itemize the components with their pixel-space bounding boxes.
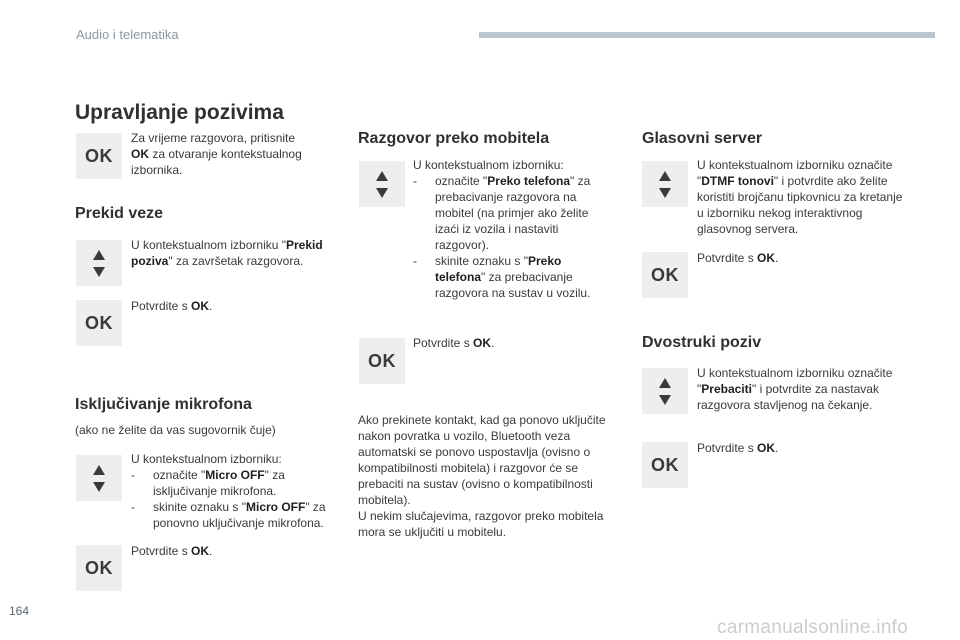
prekid-text: U kontekstualnom izborniku "Prekid poziva" za završetak razgovora. (131, 238, 323, 268)
page-number: 164 (9, 604, 30, 618)
mikrofon-text: U kontekstualnom izborniku: - označite "Micro OFF" za isključivanje mikrofona. - skinite oznaku s "Micro OFF" za ponovno uključivanje mikrofona. (131, 451, 336, 531)
prekid-heading: Prekid veze (75, 205, 164, 222)
upravljanje-text: Za vrijeme razgovora, pritisnite OK za otvaranje kontekstualnog izbornika. (131, 131, 302, 177)
mikrofon-note: (ako ne želite da vas sugovornik čuje) (75, 423, 276, 437)
mikrofon-confirm: Potvrdite s OK. (131, 544, 213, 558)
glasovni-confirm: Potvrdite s OK. (697, 251, 779, 265)
up-down-arrows-icon (76, 240, 122, 286)
dvostruki-heading: Dvostruki poziv (642, 334, 762, 351)
list-item: - skinite oznaku s "Preko telefona" za prebacivanje razgovora na sustav u vozilu. (413, 254, 591, 300)
dvostruki-confirm: Potvrdite s OK. (697, 441, 779, 455)
mobitel-heading: Razgovor preko mobitela (358, 130, 550, 147)
list-item: - označite "Preko telefona" za prebacivanje razgovora na mobitel (na primjer ako želite izaći iz vozila i nastaviti razgovor). (413, 174, 591, 252)
list-item: - označite "Micro OFF" za isključivanje mikrofona. (131, 468, 285, 498)
mobitel-text: U kontekstualnom izborniku: - označite "Preko telefona" za prebacivanje razgovora na mobitel (na primjer ako želite izaći iz vozila i nastaviti razgovor). - skinite oznaku s "Preko telefona" za prebacivanje razgovora na sustav u vozilu. (413, 157, 605, 301)
page-title: Upravljanje pozivima (75, 101, 284, 124)
dvostruki-text: U kontekstualnom izborniku označite "Prebaciti" i potvrdite za nastavak razgovora stavljenog na čekanje. (697, 366, 893, 412)
up-down-arrows-icon (642, 368, 688, 414)
ok-button-icon: OK (642, 442, 688, 488)
ok-button-icon: OK (642, 252, 688, 298)
ok-button-icon: OK (359, 338, 405, 384)
ok-button-icon: OK (76, 300, 122, 346)
glasovni-text: U kontekstualnom izborniku označite "DTMF tonovi" i potvrdite ako želite koristiti brojčanu tipkovnicu za kretanje u izborniku nekog interaktivnog glasovnog servera. (697, 158, 903, 236)
watermark: carmanualsonline.info (717, 617, 909, 638)
section-header: Audio i telematika (76, 27, 179, 42)
mobitel-note: Ako prekinete kontakt, kad ga ponovo uključite nakon povratka u vozilo, Bluetooth veza automatski se ponovo uspostavlja (ovisno o kompatibilnosti mobitela) i razgovor će se prebaciti na sustav (ovisno o kompatibilnosti mobitela). U nekim slučajevima, razgovor preko mobitela mora se uključiti u mobitelu. (358, 413, 606, 539)
glasovni-heading: Glasovni server (642, 130, 763, 147)
list-item: - skinite oznaku s "Micro OFF" za ponovno uključivanje mikrofona. (131, 500, 326, 530)
up-down-arrows-icon (642, 161, 688, 207)
ok-button-icon: OK (76, 545, 122, 591)
mobitel-confirm: Potvrdite s OK. (413, 336, 495, 350)
header-bar (479, 32, 935, 38)
up-down-arrows-icon (76, 455, 122, 501)
ok-button-icon: OK (76, 133, 122, 179)
mikrofon-heading: Isključivanje mikrofona (75, 396, 252, 413)
prekid-confirm: Potvrdite s OK. (131, 299, 213, 313)
up-down-arrows-icon (359, 161, 405, 207)
